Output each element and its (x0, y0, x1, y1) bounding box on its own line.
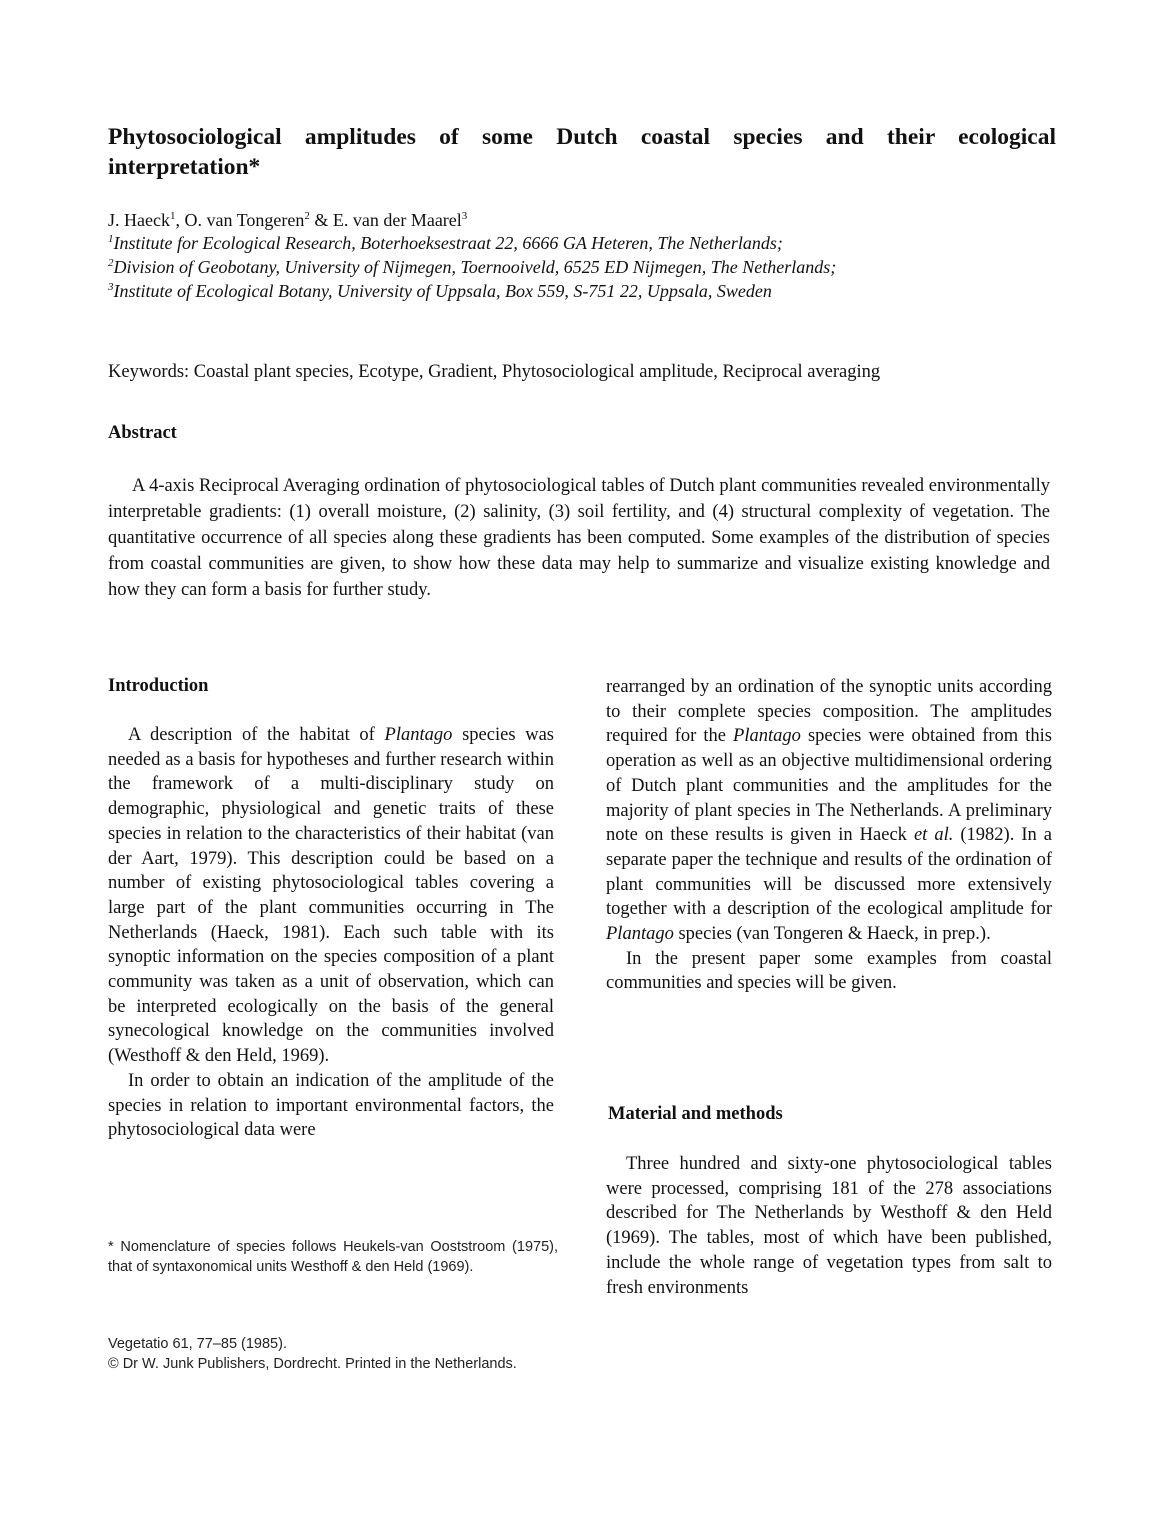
paper-title: Phytosociological amplitudes of some Dutch coastal species and their ecological interpretation* (108, 124, 1056, 180)
text-run: species (van Tongeren & Haeck, in prep.). (673, 924, 991, 945)
italic-term: et al. (913, 825, 954, 846)
author-line (108, 209, 467, 231)
author-name: J. Haeck (108, 210, 170, 230)
abstract-paragraph: A 4-axis Reciprocal Averaging ordination of phytosociological tables of Dutch plant communities revealed environmentally interpretable gradients: (1) overall moisture, (2) salinity, (3) soil fertility, and (4) structural complexity of vegetation. The quantitative occurrence of all species along these gradients has been computed. Some examples of the distribution of species from coastal communities are given, to show how these data may help to summarize and visualize existing knowledge and how they can form a basis for further study. (108, 476, 1050, 600)
affiliation-3 (108, 280, 772, 302)
affiliation-1 (108, 232, 783, 254)
left-column (108, 723, 554, 1143)
affiliation-text: Division of Geobotany, University of Nijmegen, Toernooiveld, 6525 ED Nijmegen, The Netherlands; (113, 257, 837, 277)
abstract-body (108, 473, 1050, 603)
intro-paragraph-2: In order to obtain an indication of the amplitude of the species in relation to important environmental factors, the phytosociological data were (108, 1070, 554, 1141)
text-run: rearranged by an ordination of the synoptic units according to their complete species composition. The amplitudes required for the (606, 677, 1052, 747)
abstract-heading: Abstract (108, 423, 177, 443)
copyright-line: © Dr W. Junk Publishers, Dordrecht. Printed in the Netherlands. (108, 1356, 517, 1372)
affiliation-text: Institute of Ecological Botany, University of Uppsala, Box 559, S-751 22, Uppsala, Sweden (113, 281, 772, 301)
methods-heading: Material and methods (608, 1104, 783, 1124)
affiliation-superscript: 3 (108, 281, 114, 293)
text-run: (1982). In a separate paper the technique and results of the ordination of plant communities will be discussed more extensively together with a description of the ecological amplitude for (606, 825, 1052, 920)
text-run: species was needed as a basis for hypotheses and further research within the framework of a multi-disciplinary study on demographic, physiological and genetic traits of these species in relation to the characteristics of their habitat (van der Aart, 1979). This description could be based on a number of existing phytosociological tables covering a large part of the plant communities occurring in The Netherlands (Haeck, 1981). Each such table with its synoptic information on the species composition of a plant community was taken as a unit of observation, which can be interpreted ecologically on the basis of the general synecological knowledge on the communities involved (Westhoff & den Held, 1969). (108, 725, 554, 1067)
keywords: Keywords: Coastal plant species, Ecotype, Gradient, Phytosociological amplitude, Reciprocal averaging (108, 362, 881, 382)
methods-paragraph-1: Three hundred and sixty-one phytosociological tables were processed, comprising 181 of the 278 associations described for The Netherlands by Westhoff & den Held (1969). The tables, most of which have been published, include the whole range of vegetation types from salt to fresh environments (606, 1154, 1052, 1298)
affiliation-text: Institute for Ecological Research, Boterhoeksestraat 22, 6666 GA Heteren, The Netherlands; (113, 233, 783, 253)
italic-term: Plantago (733, 726, 801, 747)
text-run: species were obtained from this operation as well as an objective multidimensional ordering of Dutch plant communities and the amplitudes for the majority of plant species in The Netherlands. A preliminary note on these results is given in Haeck (606, 726, 1052, 846)
intro-paragraph-1 (108, 723, 554, 1069)
affiliation-superscript: 2 (108, 257, 114, 269)
affiliation-2 (108, 256, 836, 278)
author-superscript: 3 (461, 210, 468, 222)
italic-term: Plantago (606, 924, 674, 945)
intro-paragraph-3: In the present paper some examples from coastal communities and species will be given. (606, 948, 1052, 994)
introduction-heading: Introduction (108, 676, 209, 696)
text-run: A description of the habitat of (128, 725, 385, 745)
author-superscript: 2 (304, 210, 310, 222)
citation-line: Vegetatio 61, 77–85 (1985). (108, 1336, 287, 1352)
affiliation-superscript: 1 (108, 233, 114, 245)
author-name: , O. van Tongeren (175, 210, 305, 230)
right-column-bottom (606, 1152, 1052, 1300)
right-column-top (606, 675, 1052, 996)
author-superscript: 1 (169, 210, 176, 222)
italic-term: Plantago (384, 725, 453, 745)
intro-continuation (606, 675, 1052, 947)
footnote: * Nomenclature of species follows Heukels-van Ooststroom (1975), that of syntaxonomical units Westhoff & den Held (1969). (108, 1239, 558, 1275)
author-name: & E. van der Maarel (309, 210, 462, 230)
journal-citation (108, 1334, 517, 1374)
